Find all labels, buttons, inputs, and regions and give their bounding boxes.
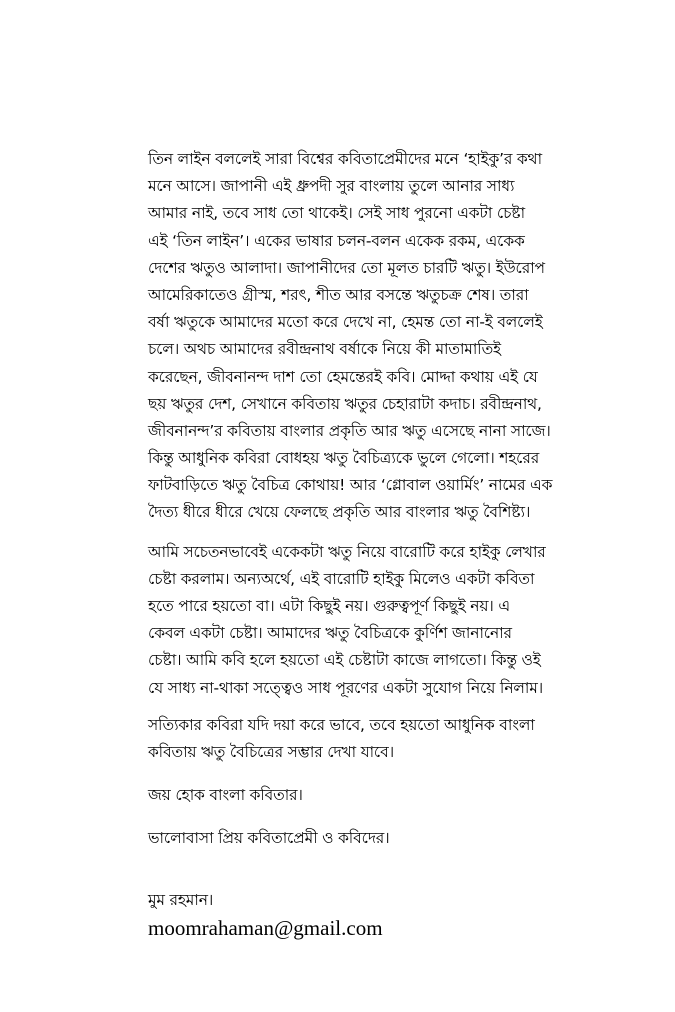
text-line: ভালোবাসা প্রিয় কবিতাপ্রেমী ও কবিদের।	[148, 829, 390, 848]
text-line: বর্ষা ঋতুকে আমাদের মতো করে দেখে না, হেমন্ত তো না-ই বললেই	[148, 313, 543, 332]
text-line: দৈত্য ধীরে ধীরে খেয়ে ফেলছে প্রকৃতি আর বাংলার ঋতু বৈশিষ্ট্য।	[148, 503, 531, 522]
text-line: কবিতায় ঋতু বৈচিত্রের সম্ভার দেখা যাবে।	[148, 742, 394, 761]
paragraph-love	[148, 825, 668, 852]
paragraph-attempt	[148, 539, 668, 702]
text-line: মনে আসে। জাপানী এই ধ্রুপদী সুর বাংলায় তুলে আনার সাধ্য	[148, 177, 515, 196]
text-line: সত্যিকার কবিরা যদি দয়া করে ভাবে, তবে হয়তো আধুনিক বাংলা	[148, 715, 535, 734]
text-line: তিন লাইন বললেই সারা বিশ্বের কবিতাপ্রেমীদের মনে ‘হাইকু’র কথা	[148, 150, 542, 168]
text-line: কেবল একটা চেষ্টা। আমাদের ঋতু বৈচিত্রকে কুর্ণিশ জানানোর	[148, 624, 512, 643]
text-line: জীবনানন্দ’র কবিতায় বাংলার প্রকৃতি আর ঋতু এসেছে নানা সাজে।	[148, 421, 551, 440]
text-line: করেছেন, জীবনানন্দ দাশ তো হেমন্তেরই কবি। মোদ্দা কথায় এই যে	[148, 367, 538, 386]
author-email: moomrahaman@gmail.com	[148, 915, 383, 940]
text-line: যে সাধ্য না-থাকা সত্ত্বেও সাধ পূরণের একটা সুযোগ নিয়ে নিলাম।	[148, 678, 543, 697]
text-line: আমার নাই, তবে সাধ তো থাকেই। সেই সাধ পুরনো একটা চেষ্টা	[148, 204, 525, 223]
text-line: ফাটবাড়িতে ঋতু বৈচিত্র কোথায়! আর ‘গ্লোবাল ওয়ার্মিং’ নামের এক	[148, 476, 553, 495]
text-line: দেশের ঋতুও আলাদা। জাপানীদের তো মূলত চারটি ঋতু। ইউরোপ	[148, 258, 545, 277]
text-line: চেষ্টা করলাম। অন্যঅর্থে, এই বারোটি হাইকু মিলেও একটা কবিতা	[148, 569, 535, 588]
text-line: কিন্তু আধুনিক কবিরা বোধহয় ঋতু বৈচিত্র্যকে ভুলে গেলো। শহরের	[148, 449, 540, 468]
preface-text	[148, 146, 668, 942]
text-line: আমি সচেতনভাবেই একেকটা ঋতু নিয়ে বারোটি করে হাইকু লেখার	[148, 542, 546, 561]
paragraph-hope	[148, 712, 668, 766]
signature-name	[148, 887, 668, 914]
paragraph-salute	[148, 782, 668, 809]
text-line: জয় হোক বাংলা কবিতার।	[148, 786, 303, 805]
author-name: মুম রহমান।	[148, 890, 214, 909]
text-line: চলে। অথচ আমাদের রবীন্দ্রনাথ বর্ষাকে নিয়ে কী মাতামাতিই	[148, 340, 501, 359]
text-line: আমেরিকাতেও গ্রীস্ম, শরৎ, শীত আর বসন্তে ঋতুচক্র শেষ। তারা	[148, 285, 529, 304]
text-line: ছয় ঋতুর দেশ, সেখানে কবিতায় ঋতুর চেহারাটা কদাচ। রবীন্দ্রনাথ,	[148, 394, 542, 413]
text-line: চেষ্টা। আমি কবি হলে হয়তো এই চেষ্টাটা কাজে লাগতো। কিন্তু ওই	[148, 651, 541, 670]
paragraph-intro	[148, 146, 668, 527]
text-line: এই ‘তিন লাইন’। একের ভাষার চলন-বলন একেক রকম, একেক	[148, 231, 525, 250]
text-line: হতে পারে হয়তো বা। এটা কিছুই নয়। গুরুত্বপূর্ণ কিছুই নয়। এ	[148, 597, 510, 615]
